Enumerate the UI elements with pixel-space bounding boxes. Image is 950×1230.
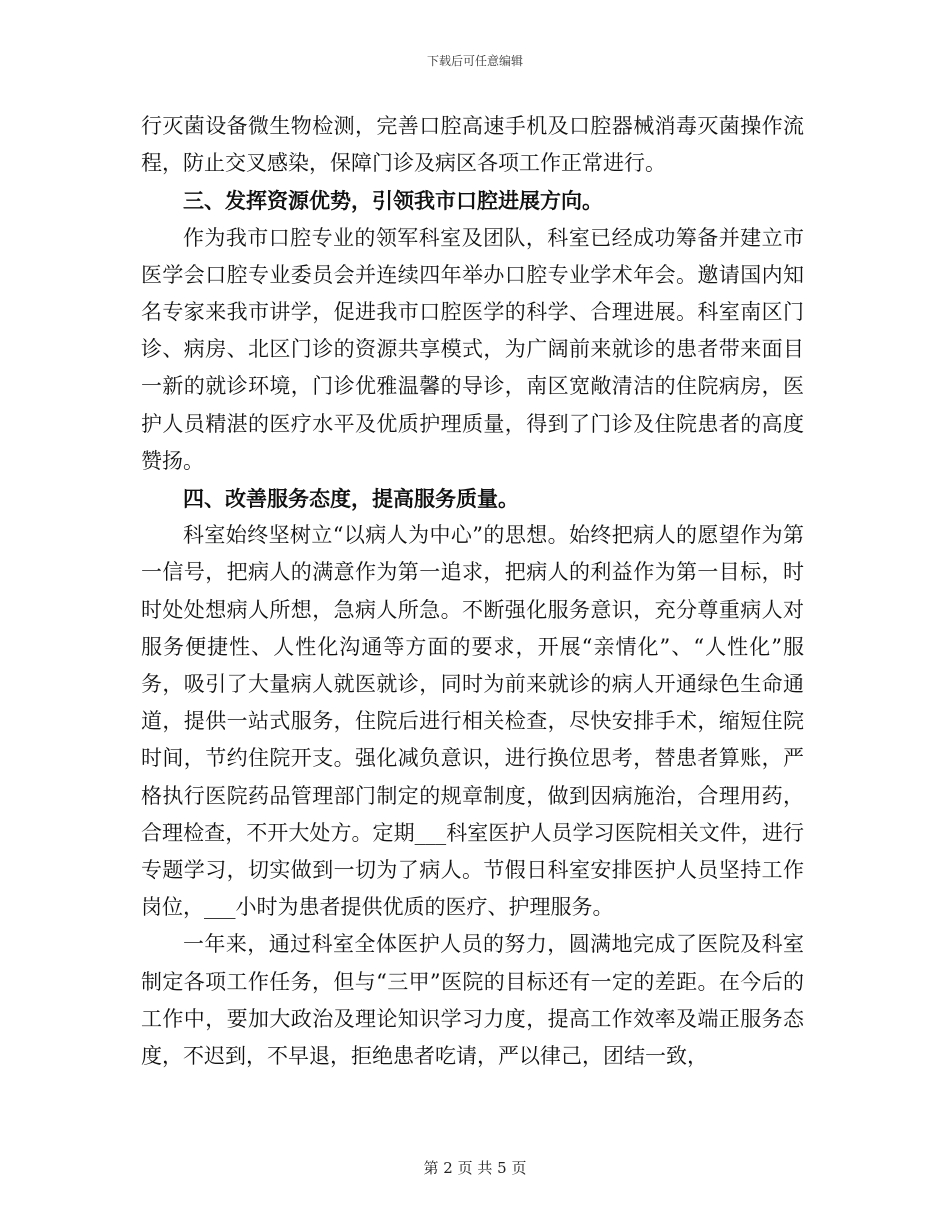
page-header: 下载后可任意编辑 [426,54,523,68]
paragraph-summary: 一年来，通过科室全体医护人员的努力，圆满地完成了医院及科室制定各项工作任务，但与“三甲”医院的目标还有一定的差距。在今后的工作中，要加大政治及理论知识学习力度，提高工作效率及端正服务态度，不迟到，不早退，拒绝患者吃请，严以律己，团结一致， [141,932,804,1069]
page-number: 第 2 页 共 5 页 [423,1159,527,1177]
paragraph-resource-advantage: 作为我市口腔专业的领军科室及团队，科室已经成功筹备并建立市医学会口腔专业委员会并连续四年举办口腔专业学术年会。邀请国内知名专家来我市讲学，促进我市口腔医学的科学、合理进展。科室南区门诊、病房、北区门诊的资源共享模式，为广阔前来就诊的患者带来面目一新的就诊环境，门诊优雅温馨的导诊，南区宽敞清洁的住院病房，医护人员精湛的医疗水平及优质护理质量，得到了门诊及住院患者的高度赞扬。 [141,225,804,473]
section-heading-4: 四、改善服务态度，提高服务质量。 [183,486,519,512]
paragraph-continued: 行灭菌设备微生物检测，完善口腔高速手机及口腔器械消毒灭菌操作流程，防止交叉感染，保障门诊及病区各项工作正常进行。 [141,114,804,176]
paragraph-service-attitude: 科室始终坚树立“以病人为中心”的思想。始终把病人的愿望作为第一信号，把病人的满意作为第一追求，把病人的利益作为第一目标，时时处处想病人所想，急病人所急。不断强化服务意识，充分尊重病人对服务便捷性、人性化沟通等方面的要求，开展“亲情化”、“人性化”服务，吸引了大量病人就医就诊，同时为前来就诊的病人开通绿色生命通道，提供一站式服务，住院后进行相关检查，尽快安排手术，缩短住院时间，节约住院开支。强化减负意识，进行换位思考，替患者算账，严格执行医院药品管理部门制定的规章制度，做到因病施治，合理用药，合理检查，不开大处方。定期___科室医护人员学习医院相关文件，进行专题学习，切实做到一切为了病人。节假日科室安排医护人员坚持工作岗位，___小时为患者提供优质的医疗、护理服务。 [141,523,804,920]
section-heading-3: 三、发挥资源优势，引领我市口腔进展方向。 [183,188,603,214]
document-body [141,108,804,1075]
